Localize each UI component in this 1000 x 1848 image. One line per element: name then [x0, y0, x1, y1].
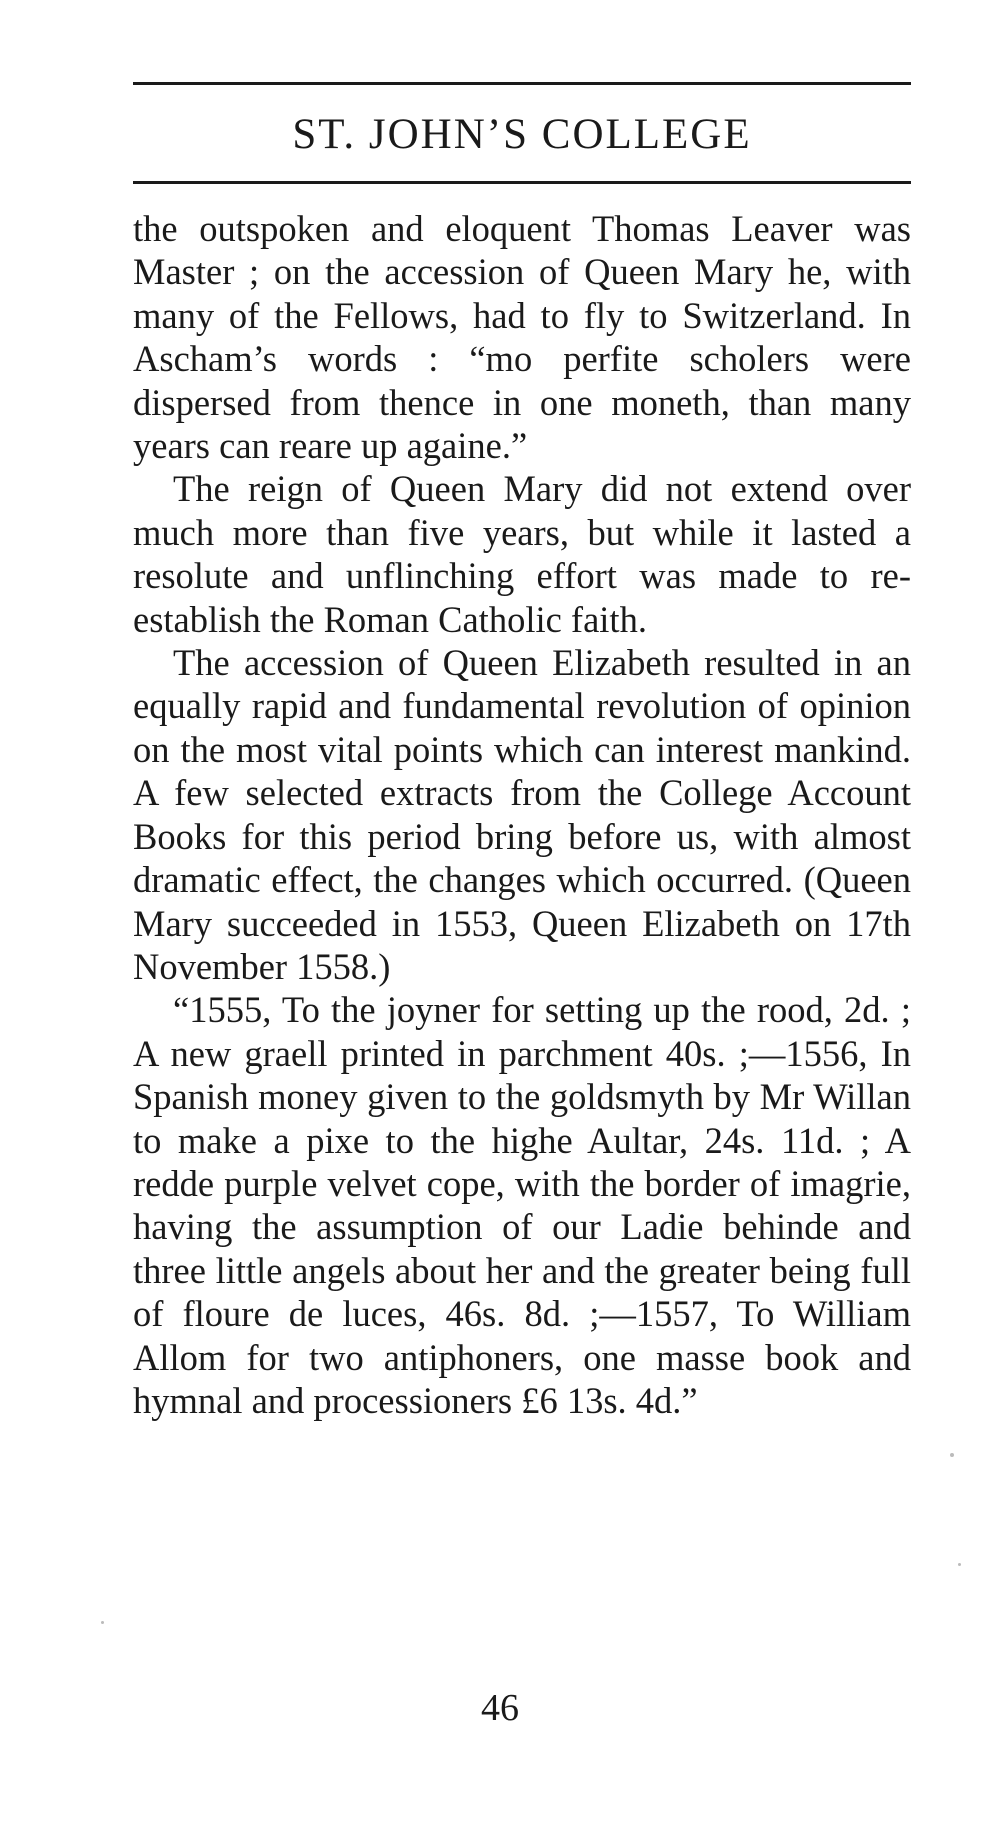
paper-speck [950, 1453, 954, 1457]
header-rule-bottom [133, 181, 911, 184]
paper-speck [958, 1563, 961, 1566]
paragraph-account-extracts: “1555, To the joyner for setting up the rood, 2d. ; A new graell printed in parchment 40s. ;—1556, In Spanish money given to the goldsmyth by Mr Willan to make a pixe to the highe Aultar, 24s. 11d. ; A redde purple velvet cope, with the border of imagrie, having the assumption of our Ladie behinde and three little angels about her and the greater being full of floure de luces, 46s. 8d. ;—1557, To William Allom for two antiphoners, one masse book and hymnal and processioners £6 13s. 4d.” [133, 989, 911, 1421]
paragraph-queen-mary: The reign of Queen Mary did not extend over much more than five years, but while it lasted a resolute and unflinching effort was made to re-establish the Roman Catholic faith. [133, 468, 911, 640]
paragraph-queen-elizabeth: The accession of Queen Elizabeth resulted in an equally rapid and fundamental revolution of opinion on the most vital points which can interest mankind. A few selected extracts from the College Account Books for this period bring before us, with almost dramatic effect, the changes which occurred. (Queen Mary succeeded in 1553, Queen Elizabeth on 17th November 1558.) [133, 642, 911, 987]
header-rule-top [133, 82, 911, 85]
body-text [133, 207, 911, 1422]
running-title: ST. JOHN’S COLLEGE [292, 111, 752, 158]
paragraph-continuation: the outspoken and eloquent Thomas Leaver was Master ; on the accession of Queen Mary he, with many of the Fellows, had to fly to Switzerland. In Ascham’s words : “mo perfite scholers were dispersed from thence in one moneth, than many years can reare up againe.” [133, 208, 911, 467]
paper-speck [101, 1621, 104, 1624]
page-number: 46 [481, 1687, 519, 1729]
